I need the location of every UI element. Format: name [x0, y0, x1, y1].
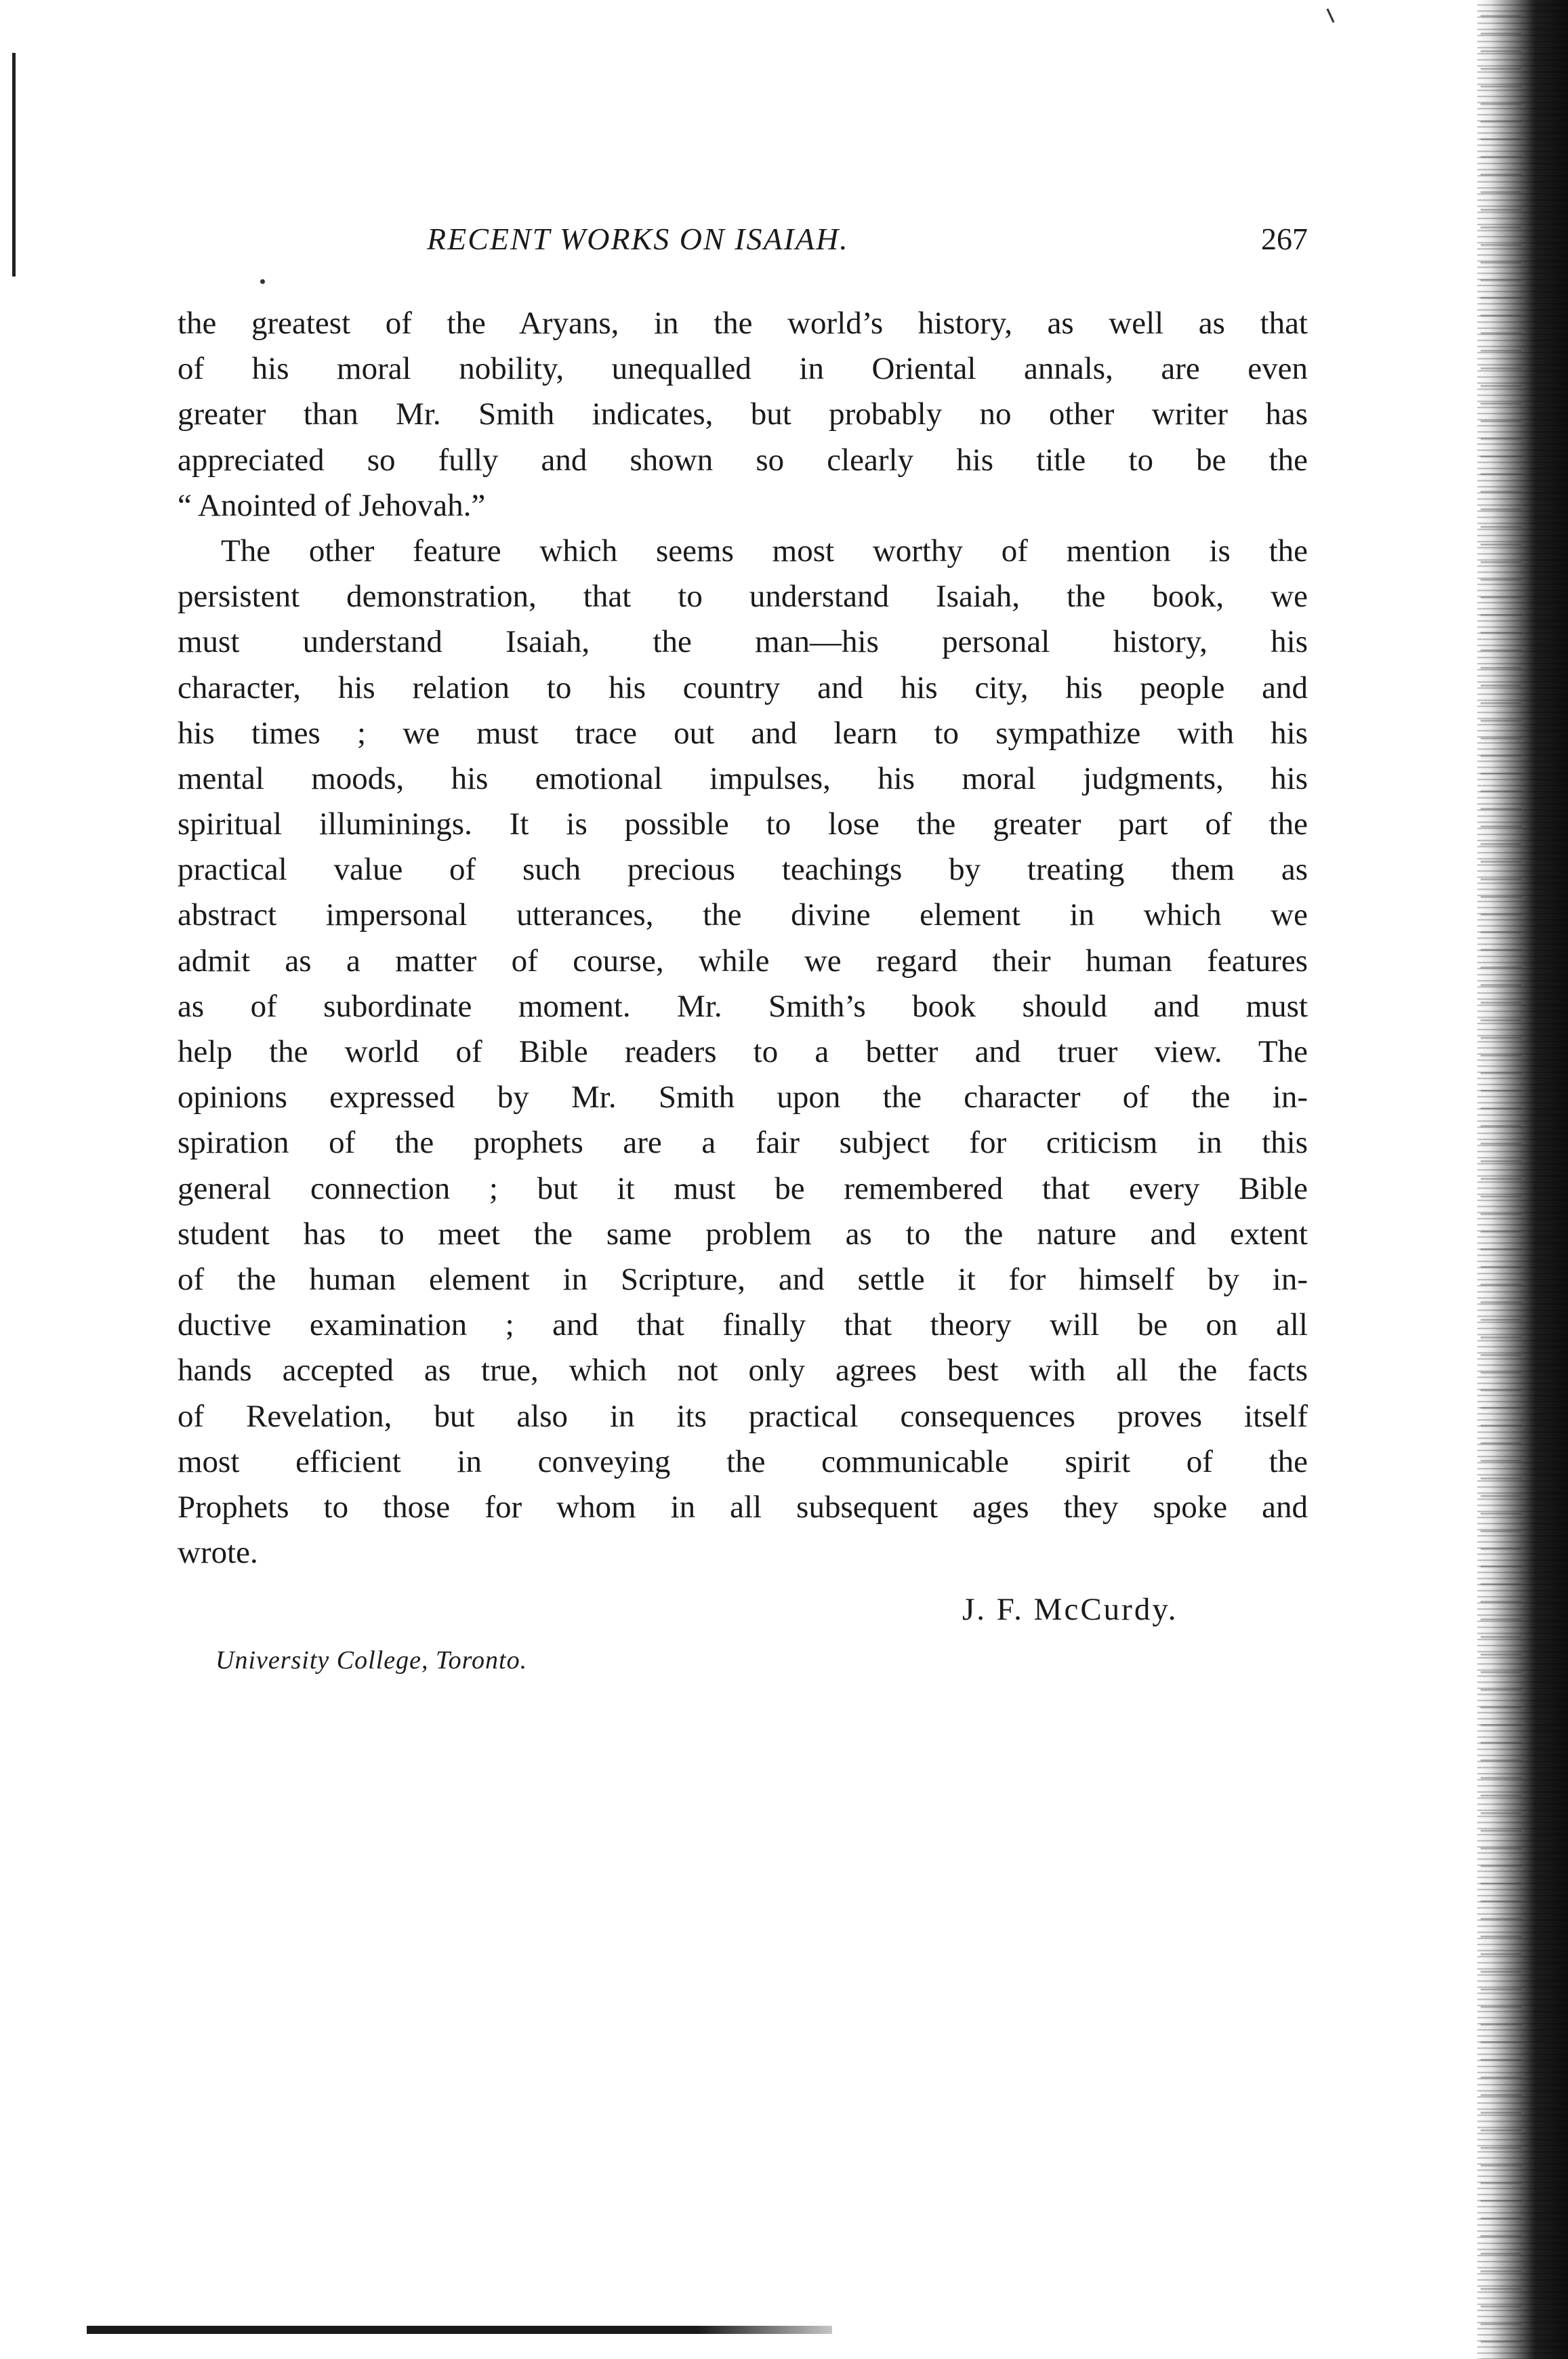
text-line: the greatest of the Aryans, in the world’s history, as well as that	[178, 306, 1308, 341]
scan-dot	[260, 279, 265, 284]
text-line: of Revelation, but also in its practical consequences proves itself	[178, 1398, 1308, 1434]
text-line: practical value of such precious teachings by treating them as	[178, 852, 1308, 888]
bottom-scan-rule	[87, 2326, 832, 2334]
text-line: greater than Mr. Smith indicates, but probably no other writer has	[178, 396, 1308, 432]
text-line: must understand Isaiah, the man—his personal history, his	[178, 624, 1308, 660]
text-line: of the human element in Scripture, and settle it for himself by in-	[178, 1261, 1308, 1297]
running-title: RECENT WORKS ON ISAIAH.	[427, 222, 849, 256]
running-head	[178, 221, 1308, 268]
author-signature: J. F. McCurdy.	[962, 1592, 1178, 1627]
text-line: opinions expressed by Mr. Smith upon the character of the in-	[178, 1080, 1308, 1115]
text-line: help the world of Bible readers to a better and truer view. The	[178, 1034, 1308, 1069]
text-line: The other feature which seems most worthy of mention is the	[221, 533, 1308, 569]
text-line: student has to meet the same problem as to the nature and extent	[178, 1216, 1308, 1252]
text-line: “ Anointed of Jehovah.”	[178, 487, 486, 523]
text-line: character, his relation to his country and his city, his people and	[178, 670, 1308, 705]
text-line: appreciated so fully and shown so clearly his title to be the	[178, 442, 1308, 478]
text-line: spiration of the prophets are a fair subject for criticism in this	[178, 1125, 1308, 1161]
text-line: most efficient in conveying the communicable spirit of the	[178, 1443, 1308, 1479]
page-number: 267	[1261, 222, 1308, 256]
text-line: of his moral nobility, unequalled in Oriental annals, are even	[178, 351, 1308, 387]
text-line: spiritual illuminings. It is possible to lose the greater part of the	[178, 806, 1308, 842]
text-line: as of subordinate moment. Mr. Smith’s book should and must	[178, 988, 1308, 1024]
text-line: his times ; we must trace out and learn to sympathize with his	[178, 715, 1308, 751]
text-line: general connection ; but it must be remembered that every Bible	[178, 1170, 1308, 1206]
text-line: abstract impersonal utterances, the divine element in which we	[178, 897, 1308, 933]
text-line: ductive examination ; and that finally that theory will be on all	[178, 1307, 1308, 1343]
text-line: Prophets to those for whom in all subsequent ages they spoke and	[178, 1489, 1308, 1525]
text-line: mental moods, his emotional impulses, his moral judgments, his	[178, 760, 1308, 796]
text-line: persistent demonstration, that to understand Isaiah, the book, we	[178, 579, 1308, 615]
scan-edge-rule	[12, 53, 16, 276]
text-line: wrote.	[178, 1535, 258, 1571]
author-affiliation: University College, Toronto.	[215, 1646, 528, 1675]
text-line: admit as a matter of course, while we regard their human features	[178, 943, 1308, 979]
binding-gutter-speckle	[1481, 0, 1521, 2359]
body-text	[178, 301, 1308, 1576]
text-line: hands accepted as true, which not only agrees best with all the facts	[178, 1353, 1308, 1389]
scan-tick-mark	[1326, 8, 1334, 22]
